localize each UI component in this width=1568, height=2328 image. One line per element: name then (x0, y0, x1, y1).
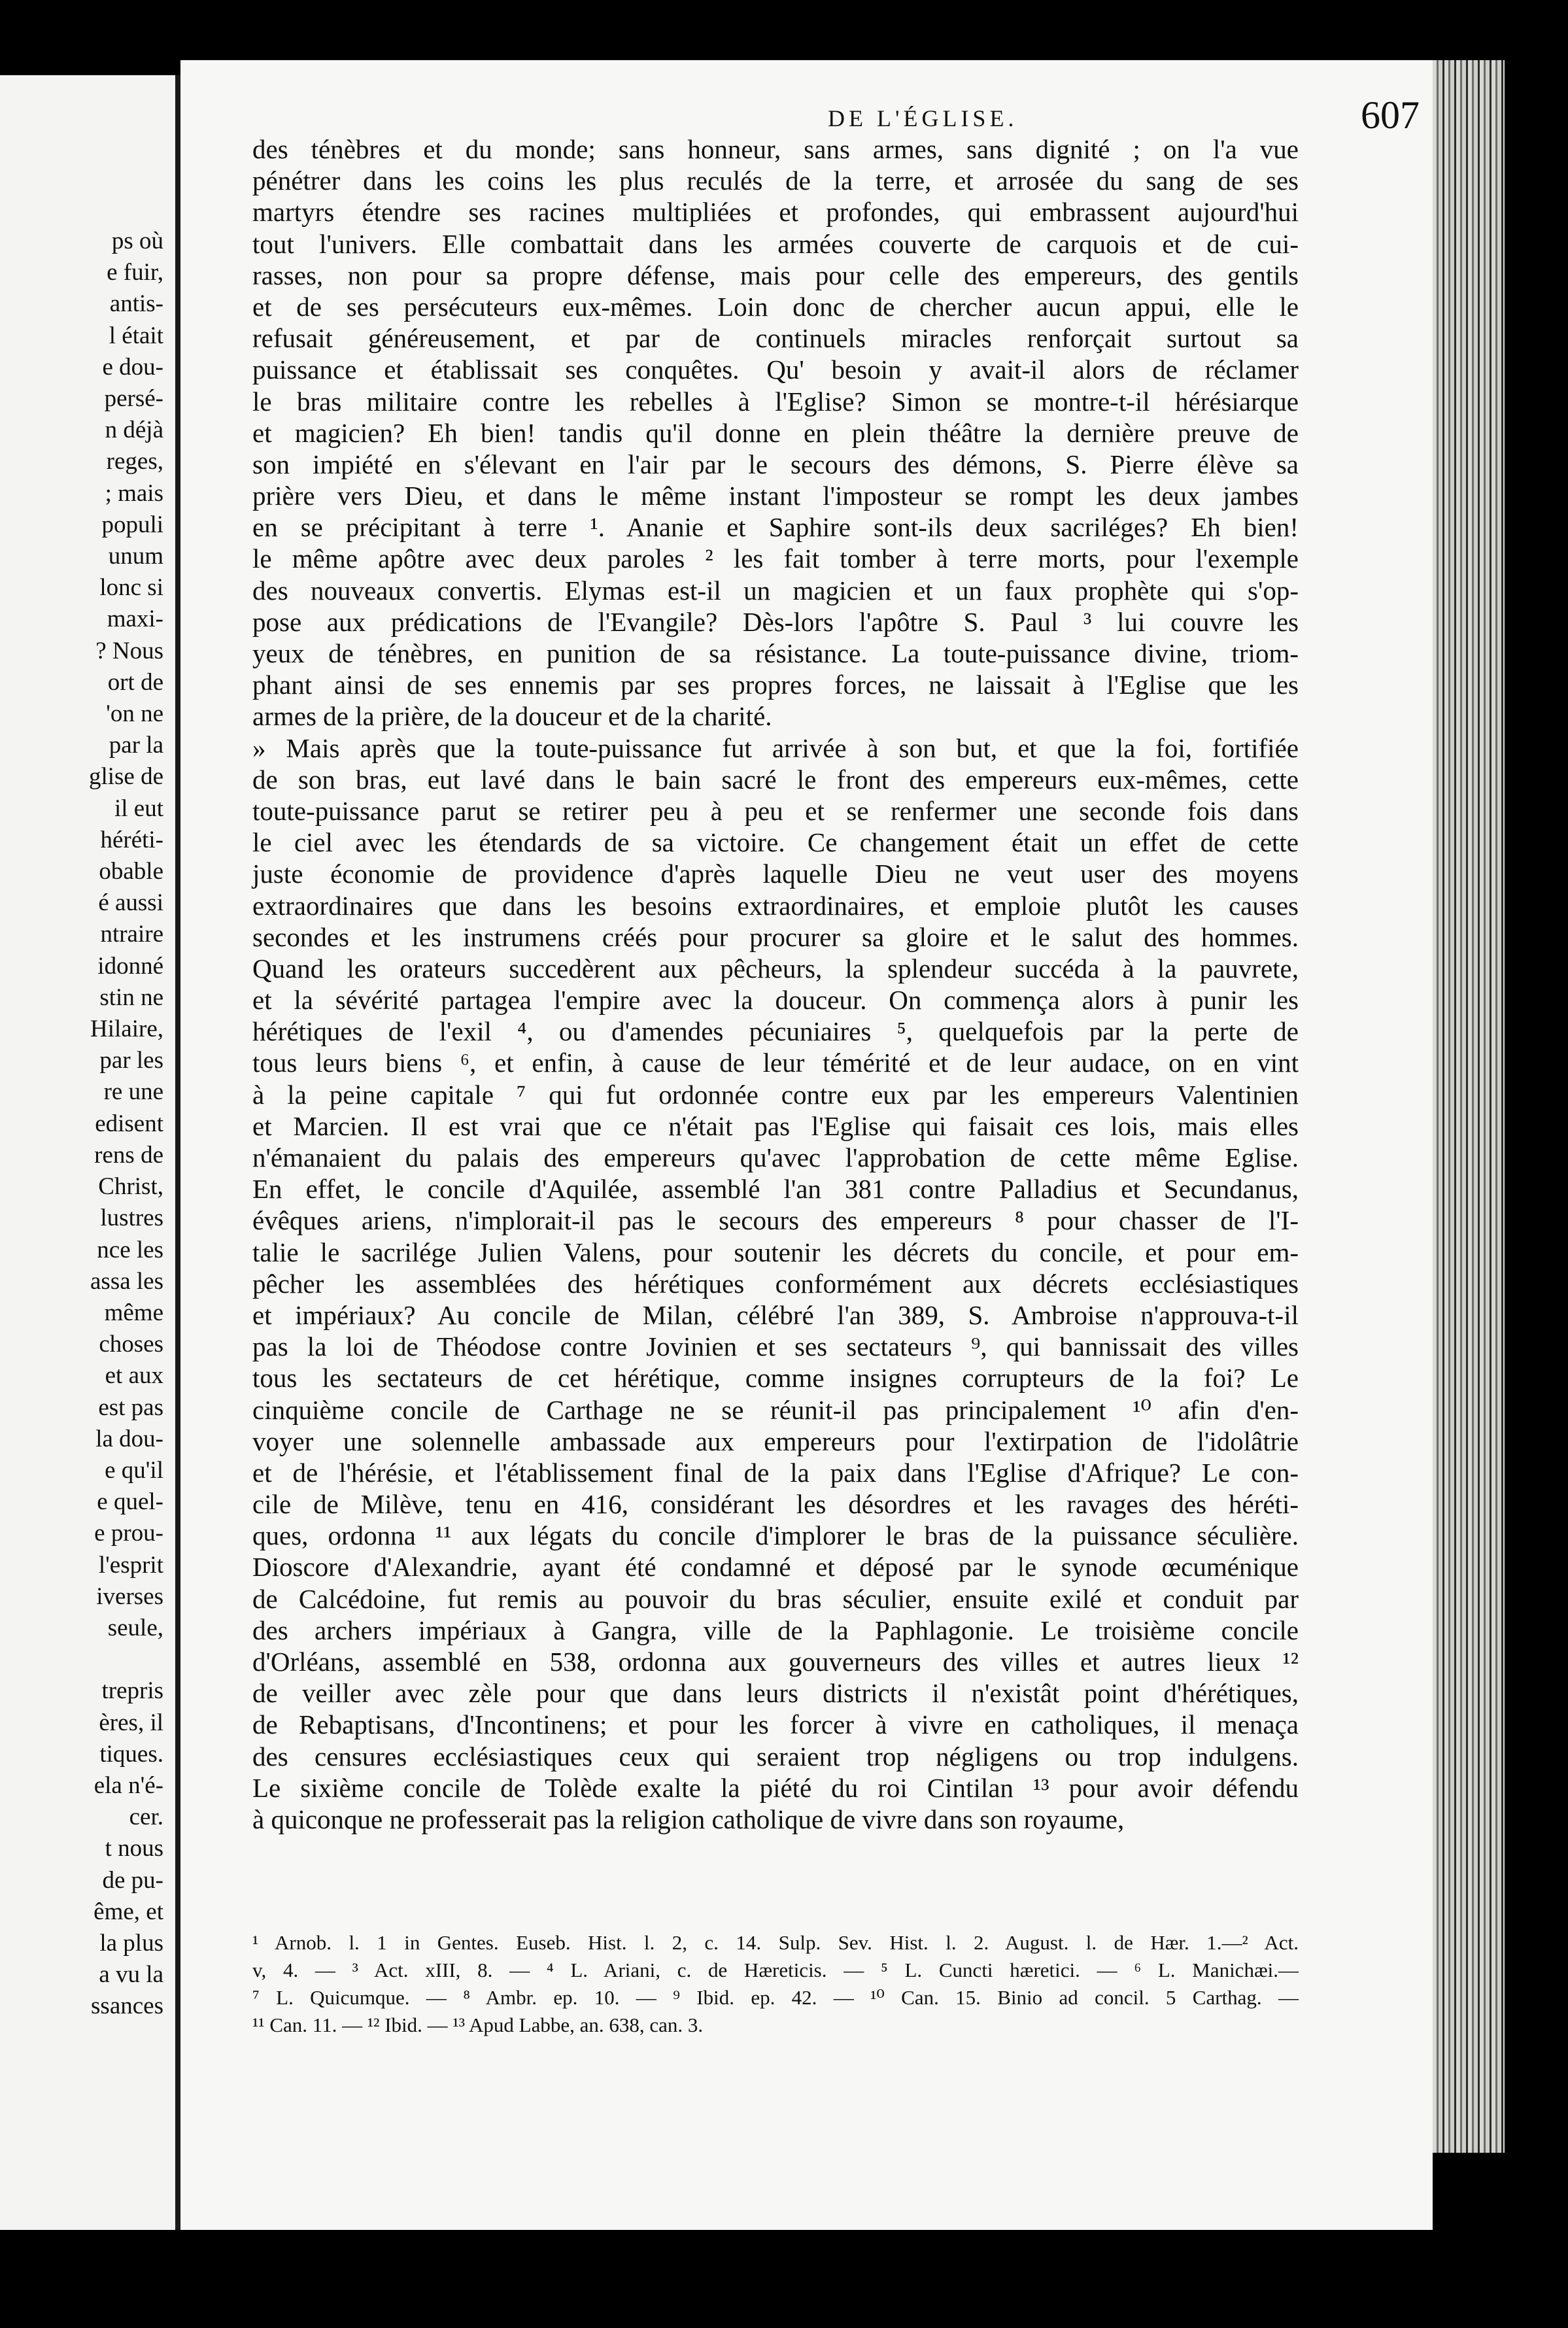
left-page-line: t nous (105, 1835, 163, 1862)
body-line: secondes et les instrumens créés pour procurer sa gloire et le salut des hommes. (252, 921, 1299, 952)
left-page-line: ela n'é- (94, 1772, 163, 1799)
body-line: phant ainsi de ses ennemis par ses propres forces, ne laissait à l'Eglise que les (252, 670, 1299, 700)
left-page-line: la plus (99, 1929, 163, 1957)
body-line: extraordinaires que dans les besoins extraordinaires, et emploie plutôt les causes (252, 890, 1299, 921)
body-line: hérétiques de l'exil ⁴, ou d'amendes pécuniaires ⁵, quelquefois par la perte de (252, 1016, 1299, 1047)
body-line: évêques ariens, n'implorait-il pas le secours des empereurs ⁸ pour chasser de l'I- (252, 1205, 1299, 1236)
body-line: pénétrer dans les coins les plus reculés de la terre, et arrosée du sang de ses (252, 165, 1299, 196)
body-line: le bras militaire contre les rebelles à l'Eglise? Simon se montre-t-il hérésiarque (252, 386, 1299, 417)
body-line: des ténèbres et du monde; sans honneur, sans armes, sans dignité ; on l'a vue (252, 134, 1299, 164)
left-page-line: ères, il (99, 1709, 163, 1736)
left-page-line: et aux (105, 1362, 163, 1390)
left-page-line: ps où (111, 228, 163, 254)
body-line: toute-puissance parut se retirer peu à peu et se renfermer une seconde fois dans (252, 795, 1299, 826)
left-page-line: persé- (104, 385, 163, 413)
left-page-text (89, 226, 163, 2023)
body-line: cile de Milève, tenu en 416, considérant les désordres et les ravages des héréti- (252, 1489, 1299, 1520)
left-page-line: iverses (96, 1583, 163, 1610)
left-page-line: glise de (88, 763, 163, 791)
left-page-line: 'on ne (106, 700, 163, 728)
left-page-line: n déjà (105, 417, 163, 444)
left-page-line: la dou- (95, 1425, 163, 1452)
left-facing-page (0, 75, 175, 2230)
body-line: pêcher les assemblées des hérétiques conformément aux décrets ecclésiastiques (252, 1268, 1299, 1299)
left-page-line: edisent (95, 1110, 163, 1137)
body-line: de veiller avec zèle pour que dans leurs districts il n'existât point d'hérétiques, (252, 1678, 1299, 1709)
left-page-line: ntraire (100, 921, 163, 948)
body-line: le ciel avec les étendards de sa victoire. Ce changement était un effet de cette (252, 827, 1299, 858)
body-line: cinquième concile de Carthage ne se réunit-il pas principalement ¹⁰ afin d'en- (252, 1394, 1299, 1425)
body-line: des archers impériaux à Gangra, ville de la Paphlagonie. Le troisième concile (252, 1615, 1299, 1645)
left-page-line: il eut (114, 795, 163, 822)
left-page-line: trepris (101, 1677, 163, 1705)
left-page-line: par la (109, 732, 163, 759)
left-page-line: ort de (107, 668, 163, 696)
left-page-line: l était (109, 322, 163, 349)
body-line: Dioscore d'Alexandrie, ayant été condamné et déposé par le synode œcuménique (252, 1552, 1299, 1583)
body-line: Le sixième concile de Tolède exalte la piété du roi Cintilan ¹³ pour avoir défendu (252, 1772, 1299, 1803)
body-line: et de ses persécuteurs eux-mêmes. Loin donc de chercher aucun appui, elle le (252, 291, 1299, 322)
body-line: à la peine capitale ⁷ qui fut ordonnée contre eux par les empereurs Valentinien (252, 1079, 1299, 1110)
body-line: En effet, le concile d'Aquilée, assemblé l'an 381 contre Palladius et Secundanus, (252, 1174, 1299, 1205)
body-line: puissance et établissait ses conquêtes. Qu' besoin y avait-il alors de réclamer (252, 354, 1299, 385)
left-page-line (89, 1644, 163, 1675)
left-page-line: populi (101, 511, 163, 538)
running-title: DE L'ÉGLISE. (828, 105, 1018, 131)
body-line: Quand les orateurs succedèrent aux pêcheurs, la splendeur succéda à la pauvrete, (252, 953, 1299, 984)
left-page-line: obable (99, 858, 163, 885)
left-page-line: e dou- (102, 353, 163, 381)
left-page-line: héréti- (100, 826, 163, 853)
left-page-line: seule, (107, 1614, 163, 1641)
body-line: de Calcédoine, fut remis au pouvoir du bras séculier, ensuite exilé et conduit par (252, 1583, 1299, 1614)
left-page-line: ; mais (105, 479, 163, 507)
left-page-line: tiques. (99, 1740, 163, 1768)
left-page-line: rens de (94, 1141, 163, 1169)
body-line: rasses, non pour sa propre défense, mais pour celle des empereurs, des gentils (252, 260, 1299, 290)
left-page-line: e prou- (94, 1520, 163, 1547)
body-line: son impiété en s'élevant en l'air par le secours des démons, S. Pierre élève sa (252, 449, 1299, 479)
left-page-line: a vu la (99, 1961, 163, 1989)
left-page-line: antis- (109, 290, 163, 318)
left-page-line: e quel- (97, 1488, 163, 1516)
left-page-line: unum (108, 543, 163, 570)
footnote-line: v, 4. — ³ Act. xIII, 8. — ⁴ L. Ariani, c. de Hæreticis. — ⁵ L. Cuncti hæretici. — ⁶ L. Manichæi.— (252, 1959, 1299, 1981)
footnote-line: ¹¹ Can. 11. — ¹² Ibid. — ¹³ Apud Labbe, an. 638, can. 3. (252, 2013, 704, 2036)
page-number: 607 (1361, 94, 1420, 137)
body-line: tout l'univers. Elle combattait dans les armées couverte de carquois et de cui- (252, 228, 1299, 259)
body-text (252, 133, 1299, 1835)
body-line: pose aux prédications de l'Evangile? Dès-lors l'apôtre S. Paul ³ lui couvre les (252, 606, 1299, 637)
left-page-line: reges, (106, 448, 163, 475)
body-line: juste économie de providence d'après laquelle Dieu ne veut user des moyens (252, 859, 1299, 889)
left-page-line: est pas (98, 1394, 163, 1421)
footnote-line: ⁷ L. Quicumque. — ⁸ Ambr. ep. 10. — ⁹ Ibid. ep. 42. — ¹⁰ Can. 15. Binio ad concil. 5 Carthag. — (252, 1986, 1299, 2009)
page-edges (1433, 60, 1505, 2153)
left-page-line: é aussi (98, 889, 163, 917)
body-line: tous les sectateurs de cet hérétique, comme insignes corrupteurs de la foi? Le (252, 1363, 1299, 1394)
left-page-line: re une (103, 1078, 163, 1106)
body-line: à quiconque ne professerait pas la religion catholique de vivre dans son royaume, (252, 1804, 1125, 1834)
footnote-line: ¹ Arnob. l. 1 in Gentes. Euseb. Hist. l. 2, c. 14. Sulp. Sev. Hist. l. 2. August. l. de Hær. 1.—² Act. (252, 1931, 1299, 1954)
footnotes (252, 1929, 1299, 2039)
body-line: et de l'hérésie, et l'établissement final de la paix dans l'Eglise d'Afrique? Le con- (252, 1457, 1299, 1488)
book-gutter (175, 75, 180, 2230)
body-line: et magicien? Eh bien! tandis qu'il donne en plein théâtre la dernière preuve de (252, 417, 1299, 448)
left-page-line: Christ, (98, 1173, 163, 1201)
left-page-line: nce les (97, 1236, 163, 1263)
left-page-line: Hilaire, (90, 1016, 163, 1043)
left-page-line: idonné (97, 952, 163, 980)
left-page-line: par les (99, 1047, 163, 1074)
left-page-line: ? Nous (95, 637, 163, 664)
body-line: des nouveaux convertis. Elymas est-il un magicien et un faux prophète qui s'op- (252, 575, 1299, 606)
body-line: pas la loi de Théodose contre Jovinien et ses sectateurs ⁹, qui bannissait des villes (252, 1331, 1299, 1362)
body-line: voyer une solennelle ambassade aux empereurs pour l'extirpation de l'idolâtrie (252, 1426, 1299, 1456)
body-line: d'Orléans, assemblé en 538, ordonna aux gouverneurs des villes et autres lieux ¹² (252, 1647, 1299, 1677)
left-page-line: ême, et (94, 1898, 163, 1925)
body-line: de Rebaptisans, d'Incontinens; et pour les forcer à vivre en catholiques, il menaça (252, 1709, 1299, 1740)
page-header (357, 93, 1423, 139)
body-line: tous leurs biens ⁶, et enfin, à cause de leur témérité et de leur audace, on en vint (252, 1048, 1299, 1078)
body-line: en se précipitant à terre ¹. Ananie et Saphire sont-ils deux sacriléges? Eh bien! (252, 512, 1299, 543)
left-page-line: assa les (90, 1267, 163, 1295)
right-page (180, 60, 1433, 2230)
body-line: refusait généreusement, et par de continuels miracles renforçait surtout sa (252, 323, 1299, 354)
left-page-line: stin ne (99, 984, 163, 1011)
left-page-line: de pu- (102, 1866, 163, 1894)
body-line: yeux de ténèbres, en punition de sa résistance. La toute-puissance divine, triom- (252, 638, 1299, 668)
left-page-line: l'esprit (98, 1551, 163, 1579)
body-line: ques, ordonna ¹¹ aux légats du concile d'implorer le bras de la puissance séculière. (252, 1520, 1299, 1551)
body-line: » Mais après que la toute-puissance fut arrivée à son but, et que la foi, fortifiée (252, 732, 1299, 763)
body-line: des censures ecclésiastiques ceux qui seraient trop négligens ou trop indulgens. (252, 1741, 1299, 1772)
left-page-line: cer. (129, 1804, 163, 1831)
left-page-line: choses (99, 1331, 163, 1358)
body-line: et Marcien. Il est vrai que ce n'était pas l'Eglise qui faisait ces lois, mais elles (252, 1110, 1299, 1141)
left-page-line: maxi- (107, 606, 163, 633)
body-line: de son bras, eut lavé dans le bain sacré le front des empereurs eux-mêmes, cette (252, 764, 1299, 795)
body-line: le même apôtre avec deux paroles ² les fait tomber à terre morts, pour l'exemple (252, 543, 1299, 574)
body-line: et impériaux? Au concile de Milan, célébré l'an 389, S. Ambroise n'approuva-t-il (252, 1299, 1299, 1330)
left-page-line: e qu'il (105, 1456, 163, 1484)
body-line: prière vers Dieu, et dans le même instant l'imposteur se rompt les deux jambes (252, 481, 1299, 511)
left-page-line: ssances (91, 1993, 163, 2020)
body-line: martyrs étendre ses racines multipliées et profondes, qui embrassent aujourd'hui (252, 197, 1299, 228)
body-line: talie le sacrilége Julien Valens, pour soutenir les décrets du concile, et pour em- (252, 1237, 1299, 1267)
body-line: n'émanaient du palais des empereurs qu'avec l'approbation de cette même Eglise. (252, 1142, 1299, 1173)
left-page-line: lustres (100, 1205, 163, 1232)
left-page-line: lonc si (99, 574, 163, 602)
left-page-line: e fuir, (107, 259, 163, 286)
body-line: armes de la prière, de la douceur et de la charité. (252, 701, 772, 732)
body-line: et la sévérité partagea l'empire avec la douceur. On commença alors à punir les (252, 985, 1299, 1016)
left-page-line: même (104, 1299, 163, 1326)
